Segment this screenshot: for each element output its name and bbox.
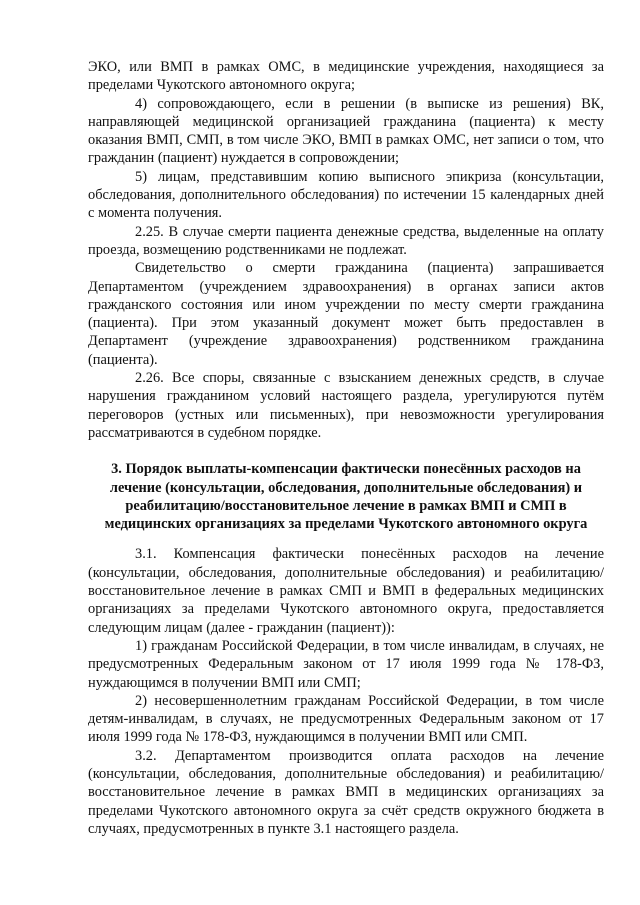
paragraph-3-1: 3.1. Компенсация фактически понесённых расходов на лечение (консультации, обследования, дополнительные обследования) и реабилитацию/восстановительное лечение в рамках СМП и ВМП в федеральных медицинских организациях за пределами Чукотского автономного округа, предоставляется следующим лицам (далее - гражданин (пациент)): [88,546,604,636]
paragraph-3-1-item-2: 2) несовершеннолетним гражданам Российской Федерации, в том числе детям-инвалидам, в случаях, не предусмотренных Федеральным законом от 17 июля 1999 года № 178-ФЗ, нуждающимся в получении ВМП или СМП. [88,692,604,746]
paragraph-death-certificate: Свидетельство о смерти гражданина (пациента) запрашивается Департаментом (учреждением здравоохранения) в органах записи актов гражданского состояния или ином учреждении по месту смерти гражданина (пациента). При этом указанный документ может быть предоставлен в Департамент (учреждение здравоохранения) родственником гражданина (пациента). [88,260,604,368]
document-page [88,58,604,838]
paragraph-2-25: 2.25. В случае смерти пациента денежные средства, выделенные на оплату проезда, возмещению родственниками не подлежат. [88,223,604,258]
section-3-heading: 3. Порядок выплаты-компенсации фактически понесённых расходов на лечение (консультации, обследования, дополнительные обследования) и реабилитацию/восстановительное лечение в рамках ВМП и СМП в медицинских организациях за пределами Чукотского автономного округа [104,461,588,533]
paragraph-3-1-item-1: 1) гражданам Российской Федерации, в том числе инвалидам, в случаях, не предусмотренных Федеральным законом от 17 июля 1999 года № 178-ФЗ, нуждающимся в получении ВМП или СМП; [88,637,604,691]
paragraph-3-2: 3.2. Департаментом производится оплата расходов на лечение (консультации, обследования, дополнительные обследования) и реабилитацию/восстановительное лечение в рамках ВМП в медицинских организациях за пределами Чукотского автономного округа за счёт средств окружного бюджета в случаях, предусмотренных в пункте 3.1 настоящего раздела. [88,747,604,837]
paragraph-item-5: 5) лицам, представившим копию выписного эпикриза (консультации, обследования, дополнительного обследования) по истечении 15 календарных дней с момента получения. [88,168,604,222]
paragraph-2-26: 2.26. Все споры, связанные с взысканием денежных средств, в случае нарушения гражданином условий настоящего раздела, урегулируются путём переговоров (устных или письменных), при невозможности урегулирования рассматриваются в судебном порядке. [88,370,604,441]
paragraph-continuation: ЭКО, или ВМП в рамках ОМС, в медицинские учреждения, находящиеся за пределами Чукотского автономного округа; [88,59,604,94]
paragraph-item-4: 4) сопровождающего, если в решении (в выписке из решения) ВК, направляющей медицинской организацией гражданина (пациента) к месту оказания ВМП, СМП, в том числе ЭКО, ВМП в рамках ОМС, нет записи о том, что гражданин (пациент) нуждается в сопровождении; [88,95,604,167]
